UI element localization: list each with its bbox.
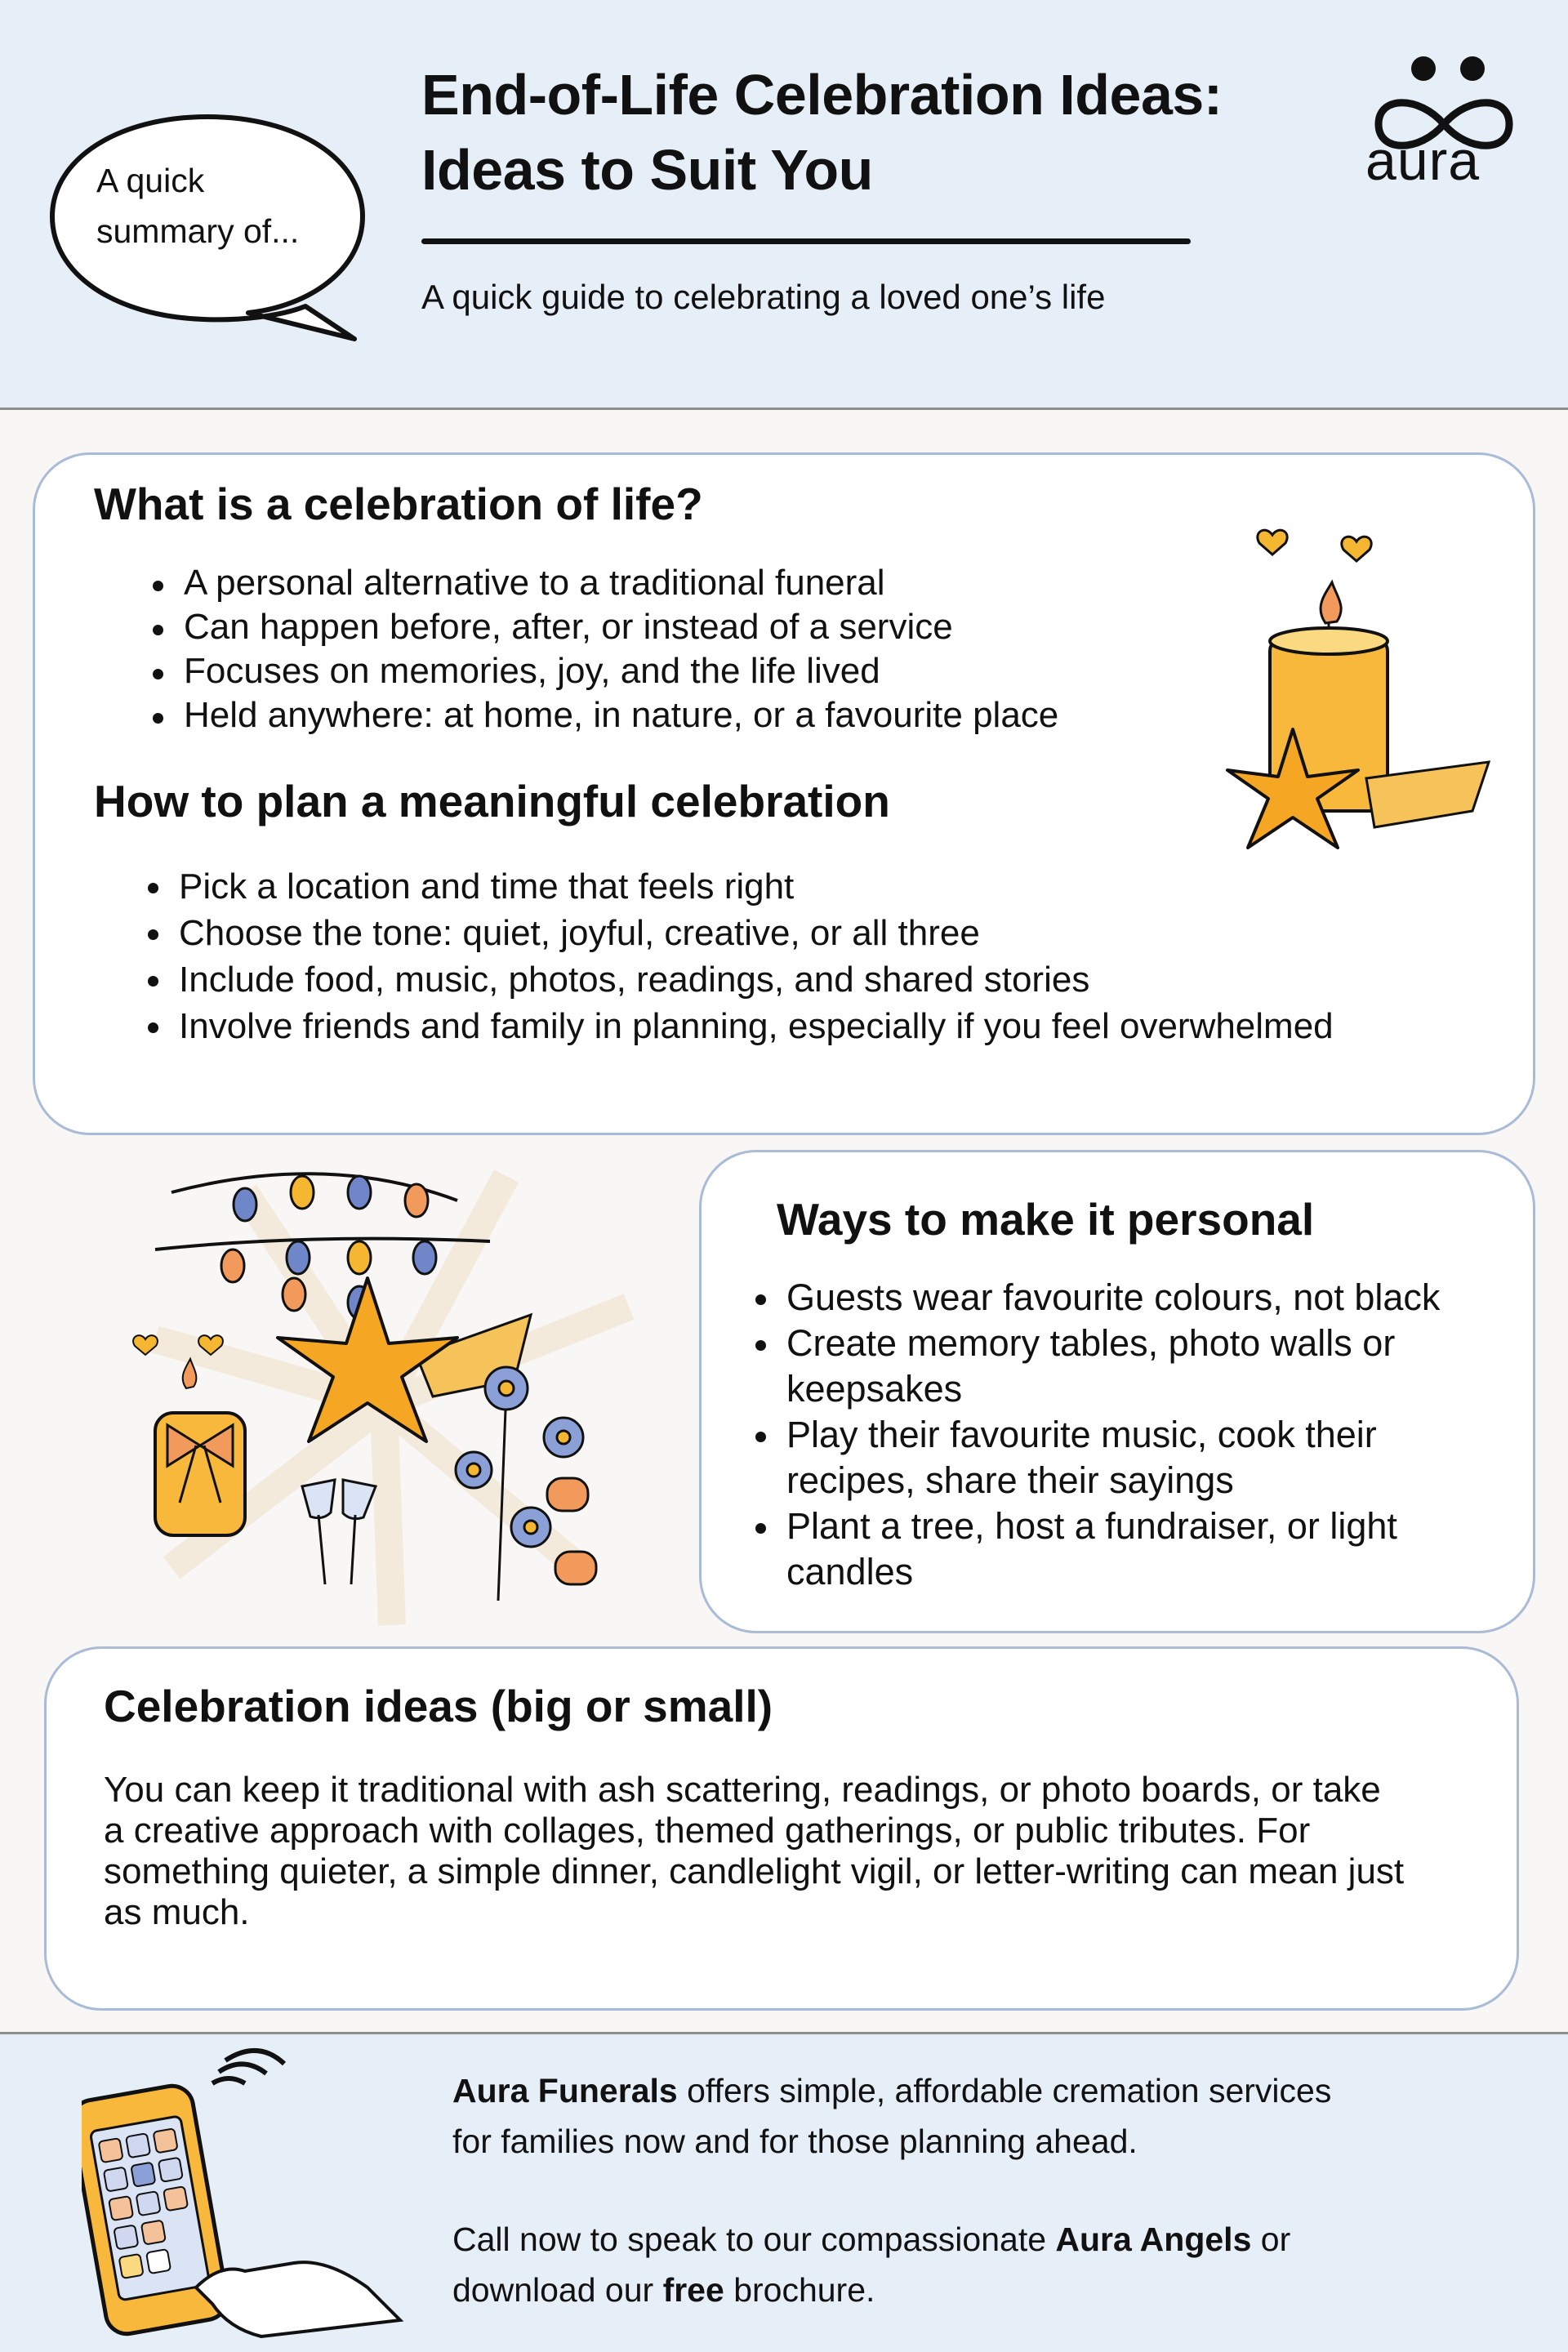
bubble-line-2: summary of... [96, 212, 300, 250]
list-item: Focuses on memories, joy, and the life lived [149, 649, 1170, 693]
list-item: A personal alternative to a traditional funeral [149, 561, 1170, 605]
subtitle: A quick guide to celebrating a loved one’s life [421, 278, 1106, 316]
heading-make-it-personal: Ways to make it personal [777, 1194, 1315, 1245]
title-line-2: Ideas to Suit You [421, 138, 873, 202]
footer-line-4 [452, 2265, 875, 2315]
list-what-is [149, 561, 1170, 737]
title-divider [421, 238, 1191, 244]
footer-line-2: for families now and for those planning ahead. [452, 2123, 1138, 2160]
list-item: Held anywhere: at home, in nature, or a favourite place [149, 693, 1170, 737]
footer-line-3-start: Call now to speak to our compassionate [452, 2221, 1056, 2258]
list-item: Play their favourite music, cook their recipes, share their sayings [752, 1412, 1456, 1503]
heading-celebration-ideas: Celebration ideas (big or small) [104, 1681, 773, 1731]
list-item: Include food, music, photos, readings, and shared stories [145, 956, 1517, 1003]
footer-line-1 [452, 2065, 1331, 2116]
bubble-line-1: A quick [96, 162, 205, 199]
heading-how-to-plan: How to plan a meaningful celebration [94, 776, 890, 826]
header [0, 0, 1568, 410]
list-item: Choose the tone: quiet, joyful, creative, or all three [145, 910, 1517, 956]
footer-line-4-end: brochure. [724, 2271, 875, 2309]
list-item: Guests wear favourite colours, not black [752, 1275, 1512, 1321]
heading-what-is: What is a celebration of life? [94, 479, 703, 529]
footer-line-4-start: download our [452, 2271, 663, 2309]
free-label: free [662, 2271, 724, 2309]
brand-name: Aura Funerals [452, 2072, 678, 2109]
footer-line-3-end: or [1251, 2221, 1291, 2258]
list-item: Plant a tree, host a fundraiser, or light candles [752, 1503, 1407, 1595]
celebration-ideas-text: You can keep it traditional with ash scattering, readings, or photo boards, or take a creative approach with collages, themed gatherings, or public tributes. For something quieter, a simple dinner, candlelight vigil, or letter-writing can mean just as much. [104, 1770, 1405, 1932]
list-item: Can happen before, after, or instead of a service [149, 605, 1170, 649]
list-item: Create memory tables, photo walls or keepsakes [752, 1321, 1432, 1412]
title-line-1: End-of-Life Celebration Ideas: [421, 63, 1223, 127]
list-how-to-plan [145, 863, 1517, 1049]
footer [0, 2032, 1568, 2352]
footer-line-1-rest: offers simple, affordable cremation services [677, 2072, 1332, 2109]
list-item: Pick a location and time that feels right [145, 863, 1517, 910]
card-celebration-ideas [44, 1646, 1519, 2011]
page-title [421, 57, 1377, 207]
bubble-text [96, 155, 341, 256]
list-item: Involve friends and family in planning, especially if you feel overwhelmed [145, 1003, 1517, 1049]
card-celebration-of-life [33, 452, 1535, 1135]
logo-text: aura [1365, 130, 1481, 192]
list-make-it-personal [752, 1275, 1512, 1595]
phone-hand-icon [82, 2042, 425, 2345]
candle-star-icon [1195, 517, 1505, 860]
party-lights-illustration [122, 1143, 645, 1633]
aura-angels-label: Aura Angels [1055, 2221, 1252, 2258]
footer-line-3 [452, 2214, 1290, 2265]
card-make-it-personal [699, 1150, 1535, 1633]
